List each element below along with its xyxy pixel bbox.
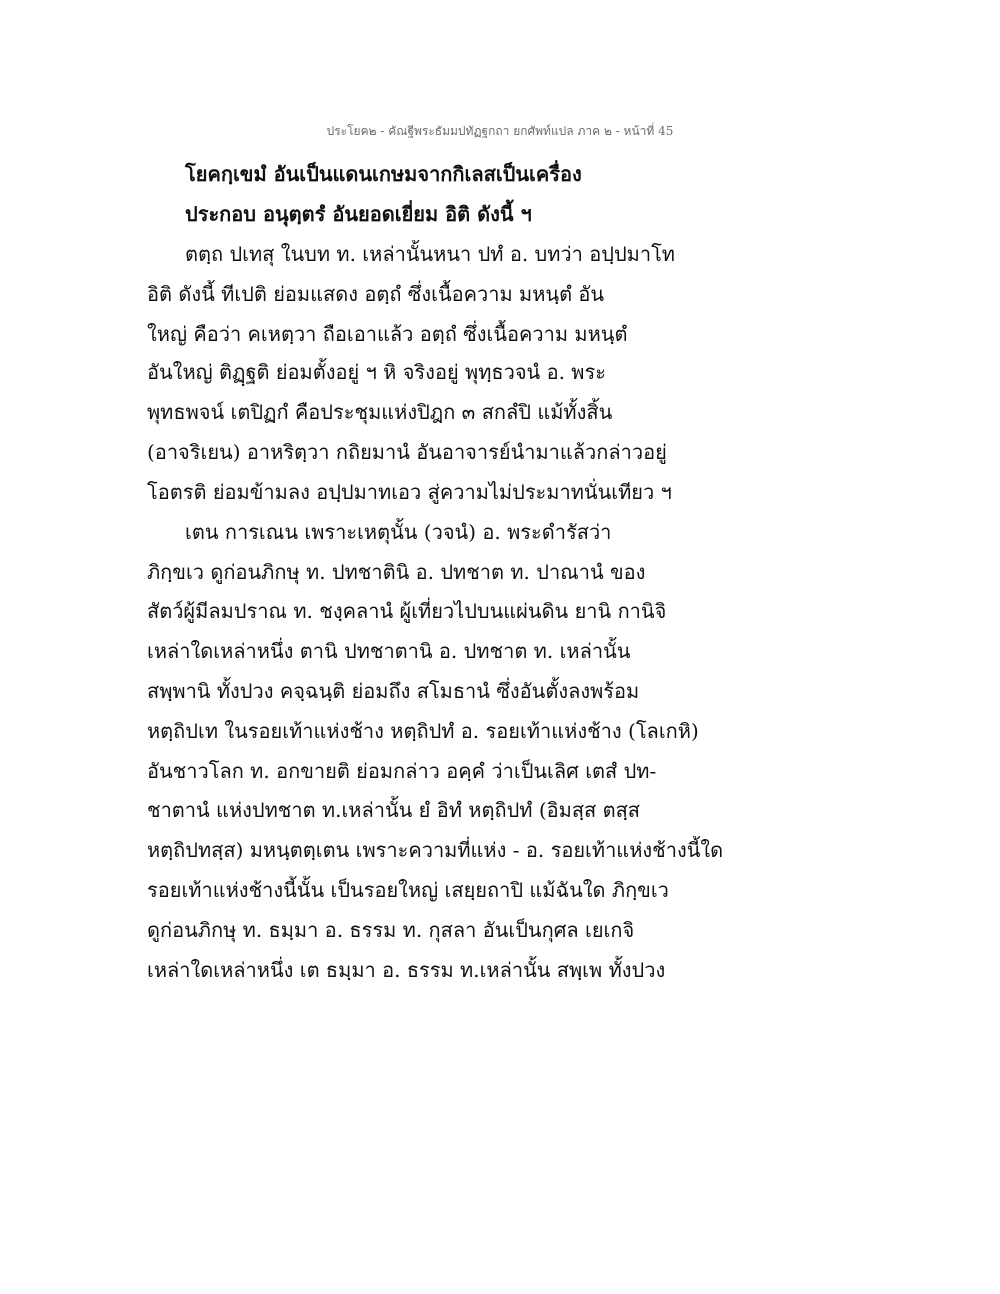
text-line: สัตว์ผู้มีลมปราณ ท. ชงฺคลานํ ผู้เที่ยวไปบนแผ่นดิน ยานิ กานิจิ — [147, 599, 667, 623]
text-line: ชาตานํ แห่งปทชาต ท.เหล่านั้น ยํ อิทํ หตฺถิปทํ (อิมสฺส ตสฺส — [147, 798, 640, 822]
text-line: รอยเท้าแห่งช้างนี้นั้น เป็นรอยใหญ่ เสยฺยถาปิ แม้ฉันใด ภิกฺขเว — [147, 878, 669, 902]
text-line: หตฺถิปทสฺส) มหนฺตตฺเตน เพราะความที่แห่ง - อ. รอยเท้าแห่งช้างนี้ใด — [147, 838, 724, 862]
text-line: ประกอบ อนุตฺตรํ อันยอดเยี่ยม อิติ ดังนี้ ฯ — [185, 202, 532, 226]
text-line: อันชาวโลก ท. อกขายติ ย่อมกล่าว อคฺคํ ว่าเป็นเลิศ เตสํ ปท- — [147, 759, 657, 783]
text-line: โอตรติ ย่อมข้ามลง อปฺปมาทเอว สู่ความไม่ประมาทนั่นเทียว ฯ — [147, 480, 672, 504]
text-line: อิติ ดังนี้ ทีเปติ ย่อมแสดง อตฺถํ ซึ่งเนื้อความ มหนฺตํ อัน — [147, 282, 605, 306]
text-line: เหล่าใดเหล่าหนึ่ง เต ธมฺมา อ. ธรรม ท.เหล่านั้น สพฺเพ ทั้งปวง — [147, 958, 666, 982]
text-line: ดูก่อนภิกษุ ท. ธมฺมา อ. ธรรม ท. กุสลา อันเป็นกุศล เยเกจิ — [147, 918, 635, 942]
text-line: ตตฺถ ปเทสุ ในบท ท. เหล่านั้นหนา ปทํ อ. บทว่า อปฺปมาโท — [185, 242, 675, 266]
text-line: หตฺถิปเท ในรอยเท้าแห่งช้าง หตฺถิปทํ อ. รอยเท้าแห่งช้าง (โลเกหิ) — [147, 719, 699, 743]
text-line: เหล่าใดเหล่าหนึ่ง ตานิ ปทชาตานิ อ. ปทชาต ท. เหล่านั้น — [147, 639, 631, 663]
text-line: โยคกฺเขมํ อันเป็นแดนเกษมจากกิเลสเป็นเครื่อง — [185, 162, 582, 186]
text-line: ภิกฺขเว ดูก่อนภิกษุ ท. ปทชาตินิ อ. ปทชาต ท. ปาณานํ ของ — [147, 560, 646, 584]
text-line: พุทธพจน์ เตปิฏกํ คือประชุมแห่งปิฎก ๓ สกลํปิ แม้ทั้งสิ้น — [147, 400, 613, 424]
text-line: อันใหญ่ ติฏฺฐติ ย่อมตั้งอยู่ ฯ หิ จริงอยู่ พุทฺธวจนํ อ. พระ — [147, 360, 606, 384]
text-line: เตน การเณน เพราะเหตุนั้น (วจนํ) อ. พระดำรัสว่า — [185, 520, 612, 544]
text-line: ใหญ่ คือว่า คเหตฺวา ถือเอาแล้ว อตฺถํ ซึ่งเนื้อความ มหนฺตํ — [147, 322, 628, 346]
text-line: สพฺพานิ ทั้งปวง คจฺฉนฺติ ย่อมถึง สโมธานํ ซึ่งอันตั้งลงพร้อม — [147, 679, 640, 703]
text-line: (อาจริเยน) อาหริตฺวา กถิยมานํ อันอาจารย์นำมาแล้วกล่าวอยู่ — [147, 440, 667, 464]
page-header: ประโยค๒ - คัณฐีพระธัมมปทัฏฐกถา ยกศัพท์แปล ภาค ๒ - หน้าที่ 45 — [326, 124, 674, 138]
